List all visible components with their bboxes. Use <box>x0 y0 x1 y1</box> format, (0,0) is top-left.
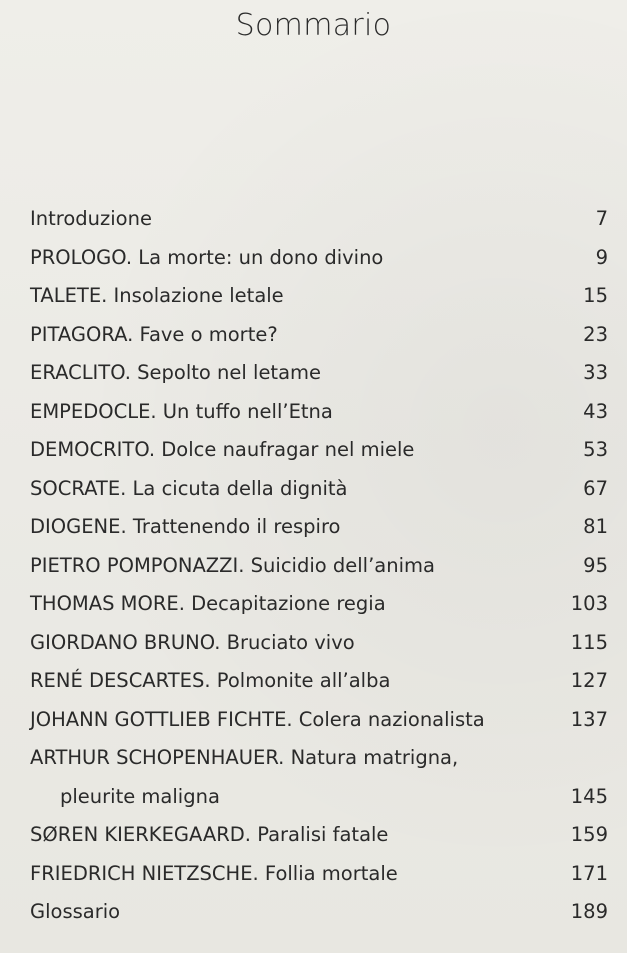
toc-entry-page: 189 <box>570 900 608 923</box>
toc-entry-page: 137 <box>570 707 608 731</box>
toc-entry <box>30 816 608 855</box>
toc-entry-page: 127 <box>570 669 608 692</box>
toc-entry-label: ERACLITO. Sepolto nel letame <box>30 361 322 384</box>
toc-entry-label: PROLOGO. La morte: un dono divino <box>30 245 384 269</box>
toc-entry-page: 81 <box>583 515 608 538</box>
toc-entry-label: EMPEDOCLE. Un tuffo nell’Etna <box>30 399 333 423</box>
toc-entry-label: GIORDANO BRUNO. Bruciato vivo <box>30 630 355 654</box>
toc-entry <box>30 508 608 547</box>
toc-entry <box>30 585 608 624</box>
toc-entry-page: 43 <box>583 399 608 423</box>
toc-entry <box>30 470 608 509</box>
toc-entry-page: 67 <box>583 476 608 500</box>
toc-entry-page: 115 <box>570 630 608 654</box>
toc-entry <box>30 316 608 355</box>
toc-entry-label: FRIEDRICH NIETZSCHE. Follia mortale <box>30 861 398 885</box>
toc-entry-page: 15 <box>583 284 608 307</box>
toc-entry-page: 7 <box>595 207 608 230</box>
toc-entry-page: 53 <box>583 438 608 461</box>
toc-entry-page: 33 <box>583 361 608 384</box>
toc-entry-label: DIOGENE. Trattenendo il respiro <box>30 515 341 538</box>
toc-entry <box>30 547 608 586</box>
toc-entry-page: 103 <box>570 592 608 615</box>
toc-entry-label: PITAGORA. Fave o morte? <box>30 322 278 346</box>
toc-entry-page: 95 <box>583 553 608 577</box>
toc-entry-label: Introduzione <box>30 207 152 230</box>
toc-entry <box>30 739 608 816</box>
page-title: Sommario <box>235 8 392 43</box>
toc-entry-label: SØREN KIERKEGAARD. Paralisi fatale <box>30 823 389 846</box>
toc-entry-label: SOCRATE. La cicuta della dignità <box>30 476 348 500</box>
toc-entry-label: PIETRO POMPONAZZI. Suicidio dell’anima <box>30 553 435 577</box>
toc-entry <box>30 893 608 932</box>
toc-entry-label: RENÉ DESCARTES. Polmonite all’alba <box>30 669 391 692</box>
toc-entry <box>30 393 608 432</box>
toc-entry-page: 9 <box>595 245 608 269</box>
toc-entry <box>30 277 608 316</box>
toc-entry-page: 145 <box>570 784 608 808</box>
toc-entry <box>30 701 608 740</box>
toc-entry-label: JOHANN GOTTLIEB FICHTE. Colera nazionalista <box>30 707 485 731</box>
toc-entry-label-line1: ARTHUR SCHOPENHAUER. Natura matrigna, <box>30 746 459 769</box>
toc-entry <box>30 431 608 470</box>
toc-entry <box>30 200 608 239</box>
toc-entry-label: DEMOCRITO. Dolce naufragar nel miele <box>30 438 415 461</box>
toc-entry-label: TALETE. Insolazione letale <box>30 284 284 307</box>
table-of-contents <box>30 200 608 932</box>
toc-entry-label <box>30 739 550 816</box>
toc-entry-label: THOMAS MORE. Decapitazione regia <box>30 592 386 615</box>
toc-entry <box>30 662 608 701</box>
toc-entry <box>30 354 608 393</box>
toc-entry-page: 171 <box>570 861 608 885</box>
toc-entry <box>30 855 608 894</box>
toc-entry <box>30 239 608 278</box>
toc-entry <box>30 624 608 663</box>
toc-entry-label-line2: pleurite maligna <box>60 784 220 808</box>
toc-entry-page: 23 <box>583 322 608 346</box>
toc-entry-label: Glossario <box>30 900 121 923</box>
toc-entry-page: 159 <box>570 823 608 846</box>
